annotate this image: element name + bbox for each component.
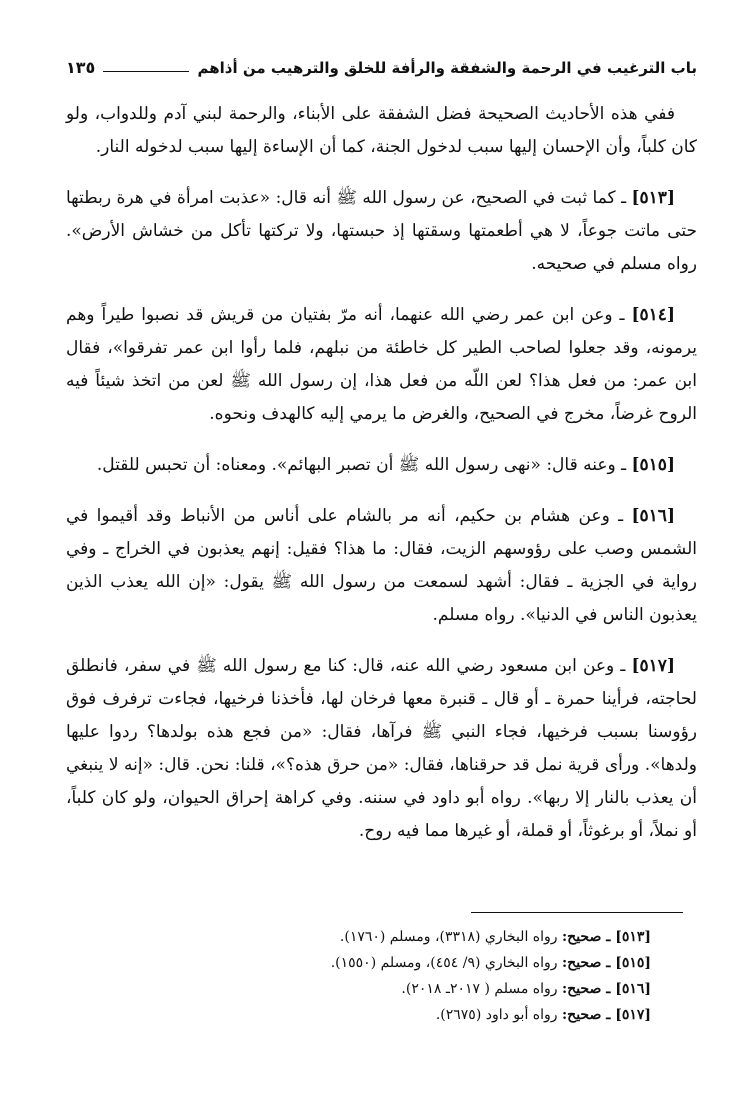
hadith-517 <box>66 650 697 848</box>
hadith-number: [٥١٤] <box>631 305 675 325</box>
footnote-text: رواه أبو داود (٢٦٧٥). <box>435 1007 562 1023</box>
running-header <box>66 58 697 77</box>
paragraph-text: ـ وعن ابن مسعود رضي الله عنه، قال: كنا مع رسول الله ﷺ في سفر، فانطلق لحاجته، فرأينا حمرة ـ أو قال ـ قنبرة معها فرخان لها، فأخذنا فرخيها، فجاءت ترفرف فوق رؤوسنا بسبب فرخيها، فجاء النبي ﷺ فرآها، فقال: «من فجع هذه بولدها؟ ردوا عليها ولدها». ورأى قرية نمل قد حرقناها، فقال: «من حرق هذه؟»، قلنا: نحن. قال: «إنه لا ينبغي أن يعذب بالنار إلا ربها». رواه أبو داود في سننه. وفي كراهة إحراق الحيوان، ولو كان كلباً، أو نملاً، أو برغوثاً، أو قملة، أو غيرها مما فيه روح. <box>66 656 697 841</box>
header-rule <box>103 71 189 72</box>
footnotes <box>151 924 651 1028</box>
hadith-number: [٥١٧] <box>631 656 675 676</box>
footnote-ref: [٥١٣] ـ صحيح: <box>561 929 651 945</box>
footnote-divider <box>471 912 683 913</box>
hadith-number: [٥١٣] <box>631 188 675 208</box>
footnote-text: رواه مسلم ( ٢٠١٧ـ ٢٠١٨). <box>401 981 562 997</box>
footnote-513 <box>151 924 651 950</box>
footnote-ref: [٥١٦] ـ صحيح: <box>561 981 651 997</box>
footnote-text: رواه البخاري (٣٣١٨)، ومسلم (١٧٦٠). <box>339 929 562 945</box>
footnote-516 <box>151 976 651 1002</box>
body-text <box>66 98 697 848</box>
header-title: باب الترغيب في الرحمة والشفقة والرأفة للخلق والترهيب من أذاهم <box>197 58 697 77</box>
paragraph-text: ـ كما ثبت في الصحيح، عن رسول الله ﷺ أنه قال: «عذبت امرأة في هرة ربطتها حتى ماتت جوعاً، لا هي أطعمتها وسقتها إذ حبستها، ولا تركتها تأكل من خشاش الأرض». رواه مسلم في صحيحه. <box>66 188 697 274</box>
hadith-516 <box>66 500 697 632</box>
paragraph-text: ـ وعنه قال: «نهى رسول الله ﷺ أن تصبر البهائم». ومعناه: أن تحبس للقتل. <box>96 455 632 475</box>
intro-paragraph <box>66 98 697 164</box>
footnote-ref: [٥١٥] ـ صحيح: <box>561 955 651 971</box>
hadith-513 <box>66 182 697 281</box>
footnote-517 <box>151 1002 651 1028</box>
page-number: ١٣٥ <box>66 58 96 77</box>
footnote-515 <box>151 950 651 976</box>
paragraph-text: ـ وعن ابن عمر رضي الله عنهما، أنه مرّ بفتيان من قريش قد نصبوا طيراً وهم يرمونه، وقد جعلوا لصاحب الطير كل خاطئة من نبلهم، فلما رأوا ابن عمر تفرقوا»، فقال ابن عمر: من فعل هذا؟ لعن اللّه من فعل هذا، إن رسول الله ﷺ لعن من اتخذ شيئاً فيه الروح غرضاً، مخرج في الصحيح، والغرض ما يرمي إليه كالهدف ونحوه. <box>66 305 697 424</box>
paragraph-text: ـ وعن هشام بن حكيم، أنه مر بالشام على أناس من الأنباط وقد أقيموا في الشمس وصب على رؤوسهم الزيت، فقال: ما هذا؟ فقيل: إنهم يعذبون في الخراج ـ وفي رواية في الجزية ـ فقال: أشهد لسمعت من رسول الله ﷺ يقول: «إن الله يعذب الذين يعذبون الناس في الدنيا». رواه مسلم. <box>66 506 697 625</box>
footnote-text: رواه البخاري (٩/ ٤٥٤)، ومسلم (١٥٥٠). <box>330 955 562 971</box>
paragraph-text: ففي هذه الأحاديث الصحيحة فضل الشفقة على الأبناء، والرحمة لبني آدم وللدواب، ولو كان كلباً، وأن الإحسان إليها سبب لدخول الجنة، كما أن الإساءة إليها سبب لدخوله النار. <box>66 104 697 157</box>
hadith-514 <box>66 299 697 431</box>
hadith-number: [٥١٦] <box>631 506 675 526</box>
hadith-515 <box>66 449 697 482</box>
hadith-number: [٥١٥] <box>631 455 675 475</box>
footnote-ref: [٥١٧] ـ صحيح: <box>561 1007 651 1023</box>
